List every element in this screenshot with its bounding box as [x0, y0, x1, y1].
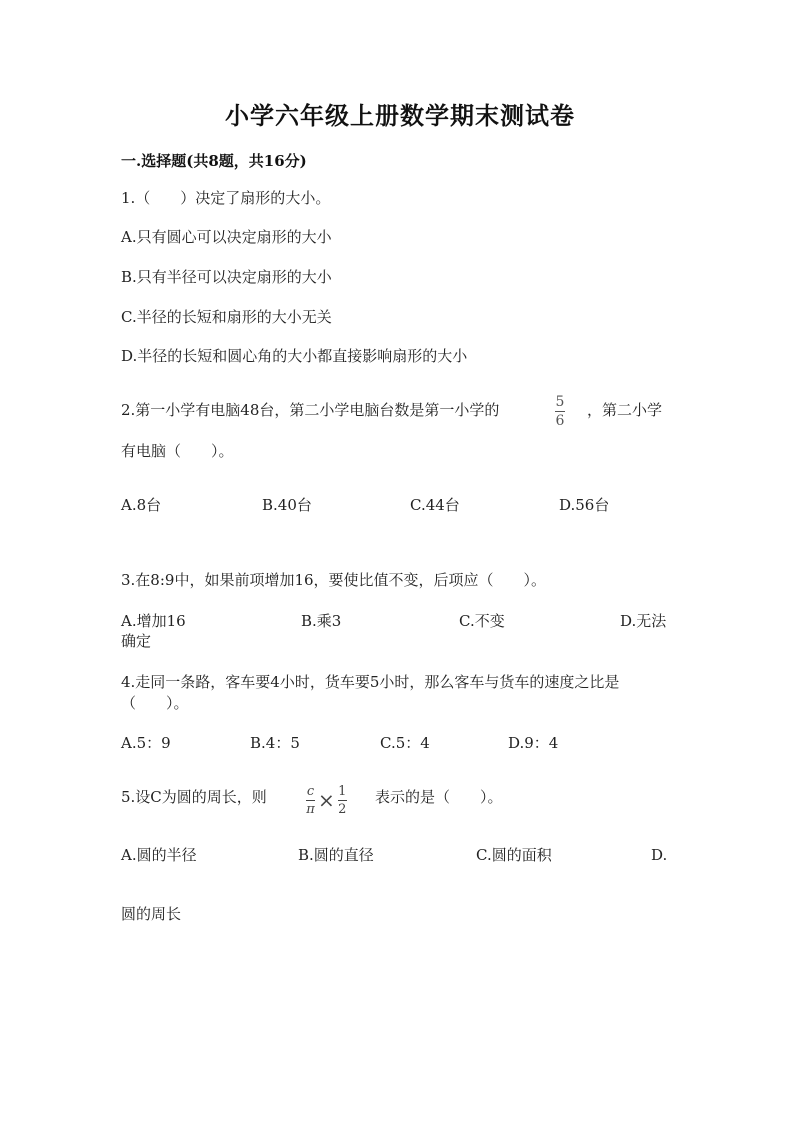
question-5-option-d-wrap: 圆的周长	[121, 905, 182, 923]
question-5-stem-part2: 表示的是（ ）。	[375, 788, 503, 806]
formula-fraction-c-over-pi	[306, 784, 315, 817]
question-4-option-b: B.4：5	[250, 734, 300, 752]
question-3-option-d: D.无法	[620, 612, 667, 630]
question-4-option-a: A.5：9	[121, 734, 171, 752]
question-1-option-d: D.半径的长短和圆心角的大小都直接影响扇形的大小	[121, 347, 468, 365]
question-2-stem-line2: 有电脑（ ）。	[121, 442, 234, 460]
question-1-option-c: C.半径的长短和扇形的大小无关	[121, 308, 332, 326]
question-5-formula	[306, 783, 347, 817]
question-2-option-d: D.56台	[559, 496, 610, 514]
formula-denominator-pi: π	[306, 801, 315, 817]
question-2-option-a: A.8台	[121, 496, 162, 514]
question-5-option-b: B.圆的直径	[298, 846, 374, 864]
question-1-option-b: B.只有半径可以决定扇形的大小	[121, 268, 332, 286]
formula-bar	[338, 800, 347, 801]
question-4-option-c: C.5：4	[380, 734, 430, 752]
question-4-stem-line2: （ ）。	[121, 694, 189, 712]
question-4-stem-line1: 4.走同一条路，客车要4小时，货车要5小时，那么客车与货车的速度之比是	[121, 673, 620, 691]
question-3-option-a: A.增加16	[121, 612, 186, 630]
question-3-option-d-wrap: 确定	[121, 632, 152, 650]
question-1-option-a: A.只有圆心可以决定扇形的大小	[121, 228, 332, 246]
page-title: 小学六年级上册数学期末测试卷	[225, 101, 575, 130]
question-5-option-a: A.圆的半径	[121, 846, 197, 864]
question-2-stem-part2: ，第二小学	[587, 401, 663, 419]
formula-numerator-1: 1	[338, 783, 347, 799]
question-2-stem-part1: 2.第一小学有电脑48台，第二小学电脑台数是第一小学的	[121, 401, 500, 419]
section-heading: 一.选择题(共8题，共16分)	[121, 152, 307, 170]
formula-fraction-one-half	[338, 784, 347, 817]
question-4-option-d: D.9：4	[508, 734, 559, 752]
times-sign: ×	[318, 788, 335, 812]
fraction-denominator: 6	[555, 413, 565, 429]
question-2-option-c: C.44台	[410, 496, 460, 514]
question-2-fraction	[555, 394, 565, 429]
question-3-option-b: B.乘3	[301, 612, 342, 630]
fraction-bar	[555, 411, 565, 412]
question-3-stem: 3.在8:9中，如果前项增加16，要使比值不变，后项应（ ）。	[121, 571, 547, 589]
formula-bar	[306, 800, 315, 801]
formula-denominator-2: 2	[338, 801, 347, 817]
question-5-option-d: D.	[651, 846, 668, 864]
question-3-option-c: C.不变	[459, 612, 505, 630]
fraction-numerator: 5	[555, 394, 565, 410]
formula-numerator-c: c	[306, 783, 315, 799]
question-5-option-c: C.圆的面积	[476, 846, 552, 864]
question-1-stem: 1.（ ）决定了扇形的大小。	[121, 189, 331, 207]
question-5-stem-part1: 5.设C为圆的周长，则	[121, 788, 267, 806]
question-2-option-b: B.40台	[262, 496, 312, 514]
